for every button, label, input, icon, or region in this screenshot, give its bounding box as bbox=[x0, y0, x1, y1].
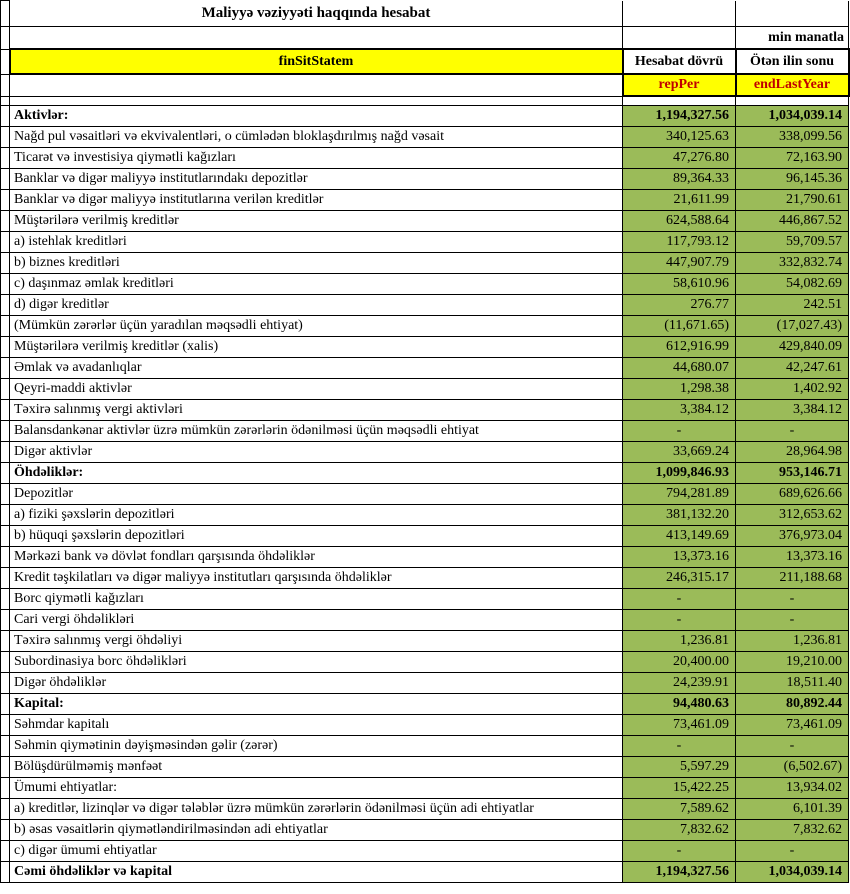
gutter-cell bbox=[1, 96, 10, 106]
row-label: Müştərilərə verilmiş kreditlər bbox=[10, 211, 623, 232]
gutter-cell bbox=[1, 610, 10, 631]
table-row bbox=[1, 421, 849, 442]
table-row bbox=[1, 526, 849, 547]
table-row bbox=[1, 148, 849, 169]
end-last-year-value: 13,373.16 bbox=[736, 547, 849, 568]
gutter-cell bbox=[1, 526, 10, 547]
end-last-year-value: 689,626.66 bbox=[736, 484, 849, 505]
row-label: Səhmdar kapitalı bbox=[10, 715, 623, 736]
unit-row bbox=[1, 27, 849, 50]
table-row bbox=[1, 295, 849, 316]
gutter-cell bbox=[1, 421, 10, 442]
table-row bbox=[1, 547, 849, 568]
row-label: Səhmin qiymətinin dəyişməsindən gəlir (zərər) bbox=[10, 736, 623, 757]
header-row bbox=[1, 49, 849, 74]
gutter-cell bbox=[1, 379, 10, 400]
empty-cell bbox=[10, 74, 623, 96]
rep-per-value: 44,680.07 bbox=[623, 358, 736, 379]
rep-per-value: 3,384.12 bbox=[623, 400, 736, 421]
row-label: Banklar və digər maliyyə institutlarına verilən kreditlər bbox=[10, 190, 623, 211]
gutter-cell bbox=[1, 190, 10, 211]
table-row bbox=[1, 568, 849, 589]
row-label: Nağd pul vəsaitləri və ekvivalentləri, o cümlədən bloklaşdırılmış nağd vəsait bbox=[10, 127, 623, 148]
table-row bbox=[1, 631, 849, 652]
rep-per-value: 1,298.38 bbox=[623, 379, 736, 400]
gutter-cell bbox=[1, 673, 10, 694]
gutter-cell bbox=[1, 652, 10, 673]
end-last-year-value: 312,653.62 bbox=[736, 505, 849, 526]
end-last-year-value: 59,709.57 bbox=[736, 232, 849, 253]
table-row bbox=[1, 862, 849, 883]
gutter-cell bbox=[1, 232, 10, 253]
row-label: Müştərilərə verilmiş kreditlər (xalis) bbox=[10, 337, 623, 358]
end-last-year-value: - bbox=[736, 589, 849, 610]
end-last-year-value: 211,188.68 bbox=[736, 568, 849, 589]
end-last-year-value: 42,247.61 bbox=[736, 358, 849, 379]
gutter-cell bbox=[1, 148, 10, 169]
table-row bbox=[1, 820, 849, 841]
rep-per-value: 89,364.33 bbox=[623, 169, 736, 190]
row-label: Kredit təşkilatları və digər maliyyə institutları qarşısında öhdəliklər bbox=[10, 568, 623, 589]
column-header-reporting-period: Hesabat dövrü bbox=[623, 49, 736, 74]
table-row bbox=[1, 484, 849, 505]
rep-per-value: 58,610.96 bbox=[623, 274, 736, 295]
end-last-year-value: - bbox=[736, 736, 849, 757]
rep-per-value: 447,907.79 bbox=[623, 253, 736, 274]
end-last-year-value: 242.51 bbox=[736, 295, 849, 316]
row-label: Banklar və digər maliyyə institutlarındakı depozitlər bbox=[10, 169, 623, 190]
code-row bbox=[1, 74, 849, 96]
end-last-year-value: 332,832.74 bbox=[736, 253, 849, 274]
row-label: Borc qiymətli kağızları bbox=[10, 589, 623, 610]
empty-cell bbox=[736, 96, 849, 106]
end-last-year-value: - bbox=[736, 841, 849, 862]
row-label: Digər öhdəliklər bbox=[10, 673, 623, 694]
end-last-year-value: 72,163.90 bbox=[736, 148, 849, 169]
gutter-cell bbox=[1, 358, 10, 379]
gutter-cell bbox=[1, 127, 10, 148]
rep-per-value: - bbox=[623, 841, 736, 862]
table-row bbox=[1, 106, 849, 127]
row-label: Ticarət və investisiya qiymətli kağızları bbox=[10, 148, 623, 169]
table-row bbox=[1, 211, 849, 232]
table-row bbox=[1, 274, 849, 295]
row-label: c) daşınmaz əmlak kreditləri bbox=[10, 274, 623, 295]
rep-per-value: 381,132.20 bbox=[623, 505, 736, 526]
rep-per-value: 5,597.29 bbox=[623, 757, 736, 778]
gutter-cell bbox=[1, 337, 10, 358]
table-row bbox=[1, 400, 849, 421]
end-last-year-value: 96,145.36 bbox=[736, 169, 849, 190]
gutter-cell bbox=[1, 862, 10, 883]
rep-per-value: 612,916.99 bbox=[623, 337, 736, 358]
row-label: Öhdəliklər: bbox=[10, 463, 623, 484]
gutter-cell bbox=[1, 841, 10, 862]
gutter-cell bbox=[1, 820, 10, 841]
rep-per-value: 24,239.91 bbox=[623, 673, 736, 694]
row-label: Cəmi öhdəliklər və kapital bbox=[10, 862, 623, 883]
table-row bbox=[1, 673, 849, 694]
row-label: Digər aktivlər bbox=[10, 442, 623, 463]
empty-cell bbox=[623, 1, 736, 27]
end-last-year-value: 338,099.56 bbox=[736, 127, 849, 148]
gutter-cell bbox=[1, 694, 10, 715]
row-label: a) kreditlər, lizinqlər və digər tələblər üzrə mümkün zərərlərin ödənilməsi üçün adi ehtiyatlar bbox=[10, 799, 623, 820]
end-last-year-value: 73,461.09 bbox=[736, 715, 849, 736]
gutter-cell bbox=[1, 631, 10, 652]
row-label: Depozitlər bbox=[10, 484, 623, 505]
table-row bbox=[1, 316, 849, 337]
end-last-year-value: 446,867.52 bbox=[736, 211, 849, 232]
rep-per-value: (11,671.65) bbox=[623, 316, 736, 337]
end-last-year-value: - bbox=[736, 421, 849, 442]
row-label: c) digər ümumi ehtiyatlar bbox=[10, 841, 623, 862]
gutter-cell bbox=[1, 169, 10, 190]
gutter-cell bbox=[1, 442, 10, 463]
row-label: d) digər kreditlər bbox=[10, 295, 623, 316]
end-last-year-value: (17,027.43) bbox=[736, 316, 849, 337]
rep-per-value: 15,422.25 bbox=[623, 778, 736, 799]
row-label: Təxirə salınmış vergi aktivləri bbox=[10, 400, 623, 421]
page-title: Maliyyə vəziyyəti haqqında hesabat bbox=[10, 1, 623, 27]
end-last-year-value: 376,973.04 bbox=[736, 526, 849, 547]
gutter-cell bbox=[1, 589, 10, 610]
end-last-year-value: 13,934.02 bbox=[736, 778, 849, 799]
row-label: (Mümkün zərərlər üçün yaradılan məqsədli ehtiyat) bbox=[10, 316, 623, 337]
row-label: a) istehlak kreditləri bbox=[10, 232, 623, 253]
gutter-cell bbox=[1, 757, 10, 778]
table-row bbox=[1, 190, 849, 211]
gutter-cell bbox=[1, 799, 10, 820]
rep-per-value: - bbox=[623, 736, 736, 757]
table-row bbox=[1, 505, 849, 526]
row-label: Təxirə salınmış vergi öhdəliyi bbox=[10, 631, 623, 652]
statement-name-header: finSitStatem bbox=[10, 49, 623, 74]
row-label: Balansdankənar aktivlər üzrə mümkün zərərlərin ödənilməsi üçün məqsədli ehtiyat bbox=[10, 421, 623, 442]
table-row bbox=[1, 337, 849, 358]
rep-per-value: 1,194,327.56 bbox=[623, 106, 736, 127]
rep-per-value: 340,125.63 bbox=[623, 127, 736, 148]
table-row bbox=[1, 127, 849, 148]
table-row bbox=[1, 358, 849, 379]
row-label: Aktivlər: bbox=[10, 106, 623, 127]
end-last-year-value: 19,210.00 bbox=[736, 652, 849, 673]
end-last-year-value: 1,402.92 bbox=[736, 379, 849, 400]
title-row bbox=[1, 1, 849, 27]
rep-per-value: 73,461.09 bbox=[623, 715, 736, 736]
end-last-year-value: 21,790.61 bbox=[736, 190, 849, 211]
table-row bbox=[1, 463, 849, 484]
end-last-year-value: 429,840.09 bbox=[736, 337, 849, 358]
rep-per-value: - bbox=[623, 421, 736, 442]
rep-per-value: 794,281.89 bbox=[623, 484, 736, 505]
empty-cell bbox=[623, 27, 736, 50]
end-last-year-value: 7,832.62 bbox=[736, 820, 849, 841]
rep-per-value: 624,588.64 bbox=[623, 211, 736, 232]
row-label: Əmlak və avadanlıqlar bbox=[10, 358, 623, 379]
end-last-year-value: 28,964.98 bbox=[736, 442, 849, 463]
rep-per-value: 33,669.24 bbox=[623, 442, 736, 463]
table-row bbox=[1, 694, 849, 715]
spacer-row bbox=[1, 96, 849, 106]
statement-rows bbox=[1, 106, 849, 883]
table-row bbox=[1, 799, 849, 820]
rep-per-value: 47,276.80 bbox=[623, 148, 736, 169]
end-last-year-value: 1,236.81 bbox=[736, 631, 849, 652]
empty-cell bbox=[10, 96, 623, 106]
empty-cell bbox=[10, 27, 623, 50]
table-row bbox=[1, 232, 849, 253]
row-label: b) hüquqi şəxslərin depozitləri bbox=[10, 526, 623, 547]
gutter-cell bbox=[1, 568, 10, 589]
row-label: Subordinasiya borc öhdəlikləri bbox=[10, 652, 623, 673]
rep-per-value: 117,793.12 bbox=[623, 232, 736, 253]
end-last-year-value: 3,384.12 bbox=[736, 400, 849, 421]
table-row bbox=[1, 841, 849, 862]
rep-per-value: 7,589.62 bbox=[623, 799, 736, 820]
table-row bbox=[1, 253, 849, 274]
table-row bbox=[1, 442, 849, 463]
table-row bbox=[1, 715, 849, 736]
row-label: b) əsas vəsaitlərin qiymətləndirilməsindən adi ehtiyatlar bbox=[10, 820, 623, 841]
rep-per-value: 413,149.69 bbox=[623, 526, 736, 547]
row-label: Ümumi ehtiyatlar: bbox=[10, 778, 623, 799]
column-header-end-last-year: Ötən ilin sonu bbox=[736, 49, 849, 74]
gutter-cell bbox=[1, 715, 10, 736]
rep-per-value: 1,236.81 bbox=[623, 631, 736, 652]
end-last-year-value: 18,511.40 bbox=[736, 673, 849, 694]
row-label: a) fiziki şəxslərin depozitləri bbox=[10, 505, 623, 526]
end-last-year-value: - bbox=[736, 610, 849, 631]
table-row bbox=[1, 736, 849, 757]
gutter-cell bbox=[1, 106, 10, 127]
code-rep-per: repPer bbox=[623, 74, 736, 96]
empty-cell bbox=[736, 1, 849, 27]
rep-per-value: 20,400.00 bbox=[623, 652, 736, 673]
gutter-cell bbox=[1, 211, 10, 232]
rep-per-value: 94,480.63 bbox=[623, 694, 736, 715]
table-row bbox=[1, 169, 849, 190]
rep-per-value: 13,373.16 bbox=[623, 547, 736, 568]
rep-per-value: 7,832.62 bbox=[623, 820, 736, 841]
end-last-year-value: (6,502.67) bbox=[736, 757, 849, 778]
end-last-year-value: 1,034,039.14 bbox=[736, 106, 849, 127]
row-label: Cari vergi öhdəlikləri bbox=[10, 610, 623, 631]
gutter-cell bbox=[1, 274, 10, 295]
row-label: Bölüşdürülməmiş mənfəət bbox=[10, 757, 623, 778]
table-row bbox=[1, 778, 849, 799]
row-label: Qeyri-maddi aktivlər bbox=[10, 379, 623, 400]
table-row bbox=[1, 757, 849, 778]
unit-note: min manatla bbox=[736, 27, 849, 50]
end-last-year-value: 6,101.39 bbox=[736, 799, 849, 820]
row-label: Mərkəzi bank və dövlət fondları qarşısında öhdəliklər bbox=[10, 547, 623, 568]
gutter-cell bbox=[1, 463, 10, 484]
end-last-year-value: 953,146.71 bbox=[736, 463, 849, 484]
gutter-cell bbox=[1, 505, 10, 526]
gutter-cell bbox=[1, 778, 10, 799]
gutter-cell bbox=[1, 253, 10, 274]
table-row bbox=[1, 610, 849, 631]
gutter-cell bbox=[1, 400, 10, 421]
end-last-year-value: 80,892.44 bbox=[736, 694, 849, 715]
rep-per-value: - bbox=[623, 610, 736, 631]
table-row bbox=[1, 652, 849, 673]
row-label: b) biznes kreditləri bbox=[10, 253, 623, 274]
gutter-cell bbox=[1, 484, 10, 505]
gutter-cell bbox=[1, 74, 10, 96]
rep-per-value: 1,099,846.93 bbox=[623, 463, 736, 484]
end-last-year-value: 54,082.69 bbox=[736, 274, 849, 295]
gutter-cell bbox=[1, 736, 10, 757]
table-row bbox=[1, 589, 849, 610]
gutter-cell bbox=[1, 27, 10, 50]
gutter-cell bbox=[1, 49, 10, 74]
gutter-cell bbox=[1, 1, 10, 27]
rep-per-value: 1,194,327.56 bbox=[623, 862, 736, 883]
end-last-year-value: 1,034,039.14 bbox=[736, 862, 849, 883]
gutter-cell bbox=[1, 295, 10, 316]
table-row bbox=[1, 379, 849, 400]
gutter-cell bbox=[1, 316, 10, 337]
empty-cell bbox=[623, 96, 736, 106]
rep-per-value: - bbox=[623, 589, 736, 610]
row-label: Kapital: bbox=[10, 694, 623, 715]
rep-per-value: 246,315.17 bbox=[623, 568, 736, 589]
rep-per-value: 276.77 bbox=[623, 295, 736, 316]
code-end-last-year: endLastYear bbox=[736, 74, 849, 96]
rep-per-value: 21,611.99 bbox=[623, 190, 736, 211]
gutter-cell bbox=[1, 547, 10, 568]
